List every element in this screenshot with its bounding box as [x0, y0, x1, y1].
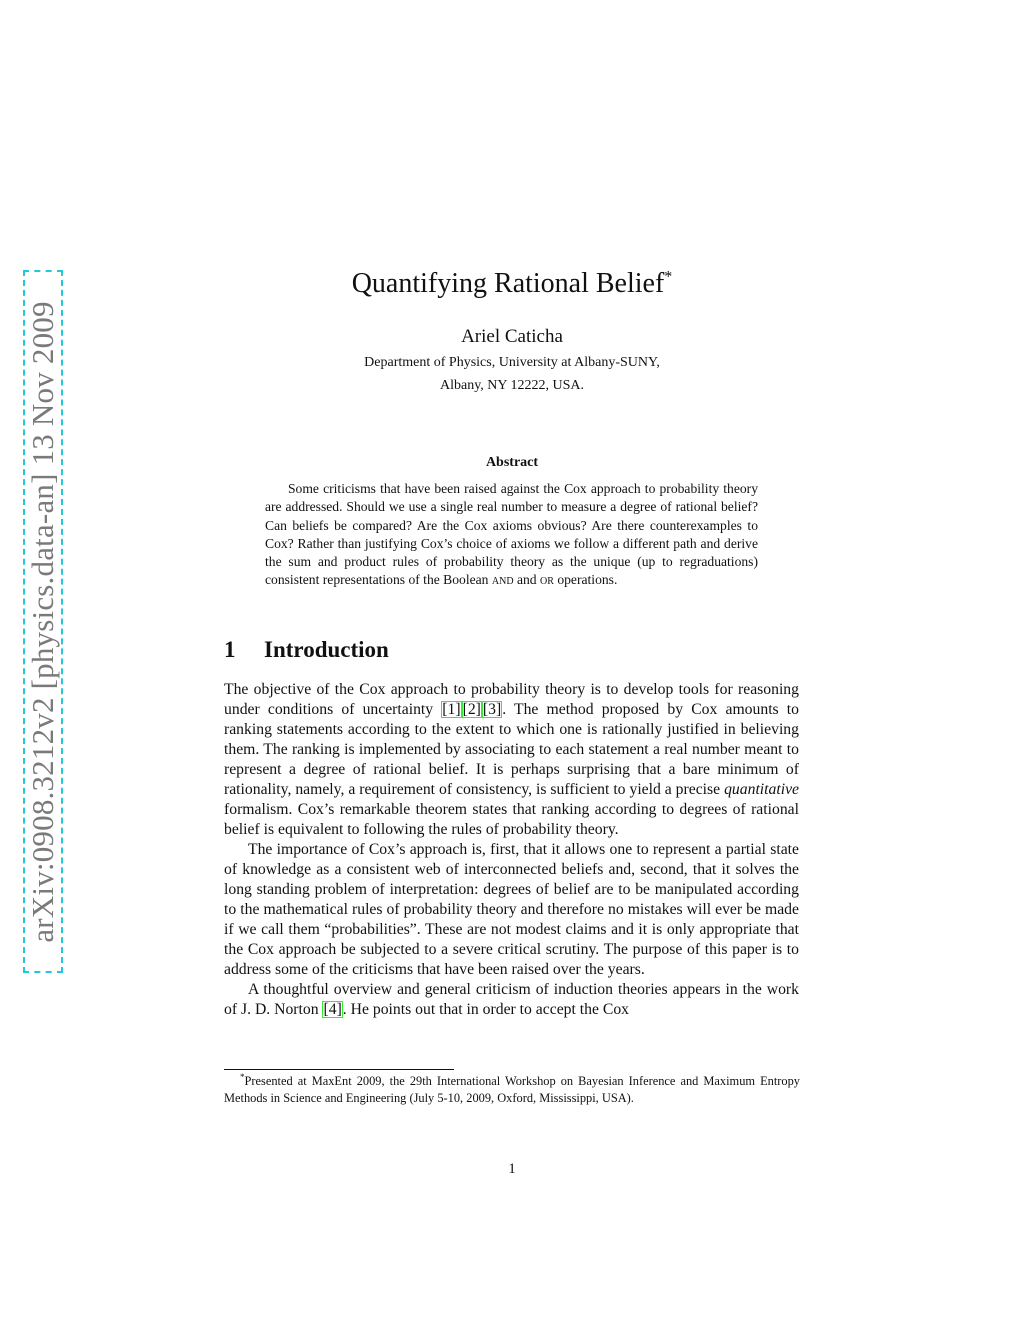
page-number: 1 — [508, 1161, 516, 1177]
abstract-and-operator: and — [491, 572, 514, 588]
paragraph-3-text-end: . He points out that in order to accept the Cox — [342, 1001, 630, 1018]
citation-1-number: 1 — [447, 701, 456, 718]
citation-3-number: 3 — [488, 701, 496, 718]
citation-link-3[interactable]: [3] — [482, 701, 502, 718]
paragraph-3-text: A thoughtful overview and general criticism of induction theories appears in the work of J. D. Norton — [224, 981, 799, 1018]
citation-link-2[interactable]: [2] — [462, 701, 481, 718]
abstract-connector: and — [516, 572, 537, 588]
abstract-or-operator: or — [540, 572, 554, 588]
author-name: Ariel Caticha — [461, 326, 563, 347]
paragraph-1-text: The objective of the Cox approach to probability theory is to develop tools for reasoning under conditions of uncertainty — [224, 681, 799, 718]
section-heading — [224, 637, 389, 663]
abstract-body — [265, 480, 758, 590]
arxiv-stamp — [23, 270, 63, 973]
footnote — [224, 1073, 800, 1106]
citation-4-number: 4 — [328, 1001, 337, 1018]
abstract-text: Some criticisms that have been raised against the Cox approach to probability theory are addressed. Should we use a single real number to measure a degree of rational belief? Can beliefs be compared? Are the Cox axioms obvious? Are there counterexamples to Cox? Rather than justifying Cox’s choice of axioms we follow a different path and derive the sum and product rules of probability theory as the unique (up to regraduations) consistent representations of the Boolean — [265, 481, 758, 588]
paragraph-1 — [224, 680, 799, 840]
footnote-divider — [224, 1069, 454, 1070]
arxiv-identifier: arXiv:0908.3212v2 [physics.data-an] 13 Nov 2009 — [25, 300, 60, 943]
paragraph-2: The importance of Cox’s approach is, first, that it allows one to represent a partial state of knowledge as a consistent web of interconnected beliefs and, second, that it solves the long standing problem of interpretation: degrees of belief are to be manipulated according to the mathematical rules of probability theory and therefore no mistakes will ever be made if we call them “probabilities”. These are not modest claims and it is only appropriate that the Cox approach be subjected to a severe critical scrutiny. The purpose of this paper is to address some of the criticisms that have been raised over the years. — [224, 841, 799, 978]
paragraph-3 — [224, 980, 799, 1020]
body-text — [224, 680, 799, 1020]
title-footnote-mark: * — [664, 268, 673, 286]
paper-title-text: Quantifying Rational Belief — [351, 268, 665, 299]
citation-link-1[interactable]: [1] — [442, 701, 461, 718]
emphasis-quantitative: quantitative — [724, 781, 799, 798]
footnote-mark: * — [240, 1071, 245, 1082]
citation-2-number: 2 — [467, 701, 476, 718]
affiliation-line-1: Department of Physics, University at Albany-SUNY, — [364, 355, 660, 370]
paragraph-1-text-end: formalism. Cox’s remarkable theorem states that ranking according to degrees of rational belief is equivalent to following the rules of probability theory. — [224, 801, 799, 838]
abstract-heading: Abstract — [485, 455, 539, 470]
section-title: Introduction — [264, 637, 389, 662]
abstract-text-end: operations. — [557, 572, 618, 588]
section-number: 1 — [224, 637, 236, 662]
paper-title — [0, 268, 1024, 300]
affiliation-line-2: Albany, NY 12222, USA. — [439, 378, 584, 393]
citation-link-4[interactable]: [4] — [323, 1001, 342, 1018]
paragraph-1-text-cont: . The method proposed by Cox amounts to ranking statements according to the extent to which one is rationally justified in believing them. The ranking is implemented by associating to each statement a real number meant to represent a degree of rational belief. It is perhaps surprising that a bare minimum of rationality, namely, a requirement of consistency, is sufficient to yield a precise — [224, 701, 799, 798]
footnote-text: Presented at MaxEnt 2009, the 29th International Workshop on Bayesian Inference and Maximum Entropy Methods in Science and Engineering (July 5-10, 2009, Oxford, Mississippi, USA). — [224, 1074, 800, 1105]
